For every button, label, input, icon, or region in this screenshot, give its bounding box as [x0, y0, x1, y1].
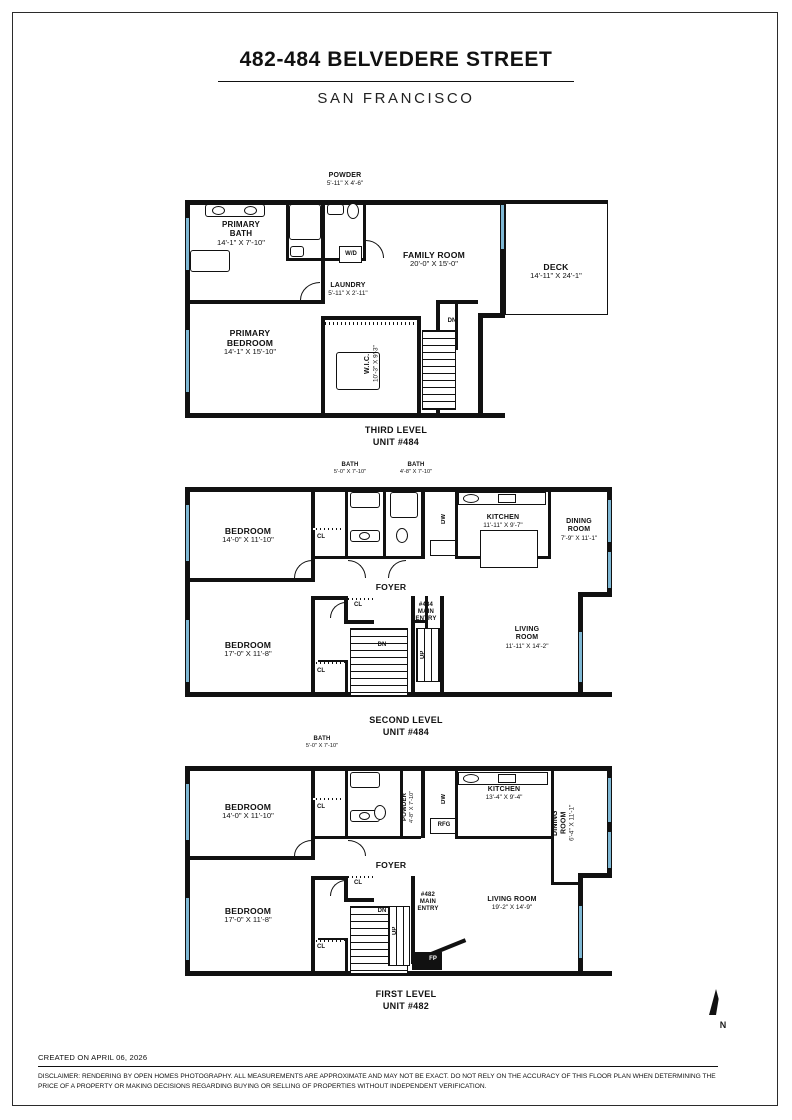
- stairs: [350, 628, 408, 696]
- page-title: 482-484 BELVEDERE STREET: [239, 48, 553, 71]
- room-label-deck: DECK 14'-11" X 24'-1": [530, 262, 582, 281]
- room-label-bedroom-1: BEDROOM 14'-0" X 11'-10": [222, 526, 274, 545]
- room-label-bath-1: BATH 5'-0" X 7'-10": [333, 462, 367, 476]
- door-swing: [294, 560, 312, 578]
- sink-fixture: [359, 532, 370, 540]
- room-label-kitchen: KITCHEN 11'-11" X 9'-7": [483, 514, 523, 530]
- closet-tag: CL: [317, 668, 325, 674]
- door-swing: [348, 560, 366, 578]
- page-subtitle: SAN FRANCISCO: [317, 90, 475, 107]
- window: [186, 898, 189, 960]
- tub-fixture: [350, 492, 380, 508]
- toilet-fixture: [347, 203, 359, 219]
- toilet-fixture: [290, 246, 304, 257]
- fireplace-tag: FP: [429, 956, 437, 962]
- tub-fixture: [190, 250, 230, 272]
- room-label-foyer: FOYER: [375, 582, 407, 592]
- window: [186, 218, 189, 270]
- window: [186, 784, 189, 840]
- room-label-primary-bedroom: PRIMARY BEDROOM 14'-1" X 15'-10": [223, 328, 277, 357]
- door-swing: [388, 560, 406, 578]
- disclaimer-text: DISCLAIMER: RENDERING BY OPEN HOMES PHOTOGRAPHY. ALL MEASUREMENTS ARE APPROXIMATE AND MAY NOT BE EXACT. DO NOT RELY ON THE ACCURACY OF THIS FLOOR PLAN WHEN DETERMINING THE PRICE OF A PROPERTY OR MAKING DECISIONS REGARDING BUYING OR SELLING OF PROPERTIES WITHOUT INDEPENDENT VERIFICATION.: [38, 1072, 716, 1090]
- sink-fixture: [463, 774, 479, 783]
- closet-tag: CL: [317, 534, 325, 540]
- washer-dryer-tag: W/D: [345, 251, 357, 257]
- deck-outline: [505, 203, 608, 315]
- room-label-powder: POWDER 4'-8" X 7'-10": [402, 790, 416, 824]
- dishwasher-tag: DW: [441, 514, 447, 524]
- main-entry-label-482: #482 MAIN ENTRY: [417, 892, 439, 913]
- door-swing: [330, 602, 346, 618]
- down-arrow-label: DN: [377, 642, 387, 648]
- closet-tag: CL: [317, 944, 325, 950]
- closet-tag: CL: [354, 602, 362, 608]
- level-caption-second: SECOND LEVEL UNIT #484: [369, 715, 443, 738]
- window: [579, 632, 582, 682]
- island-fixture: [480, 530, 538, 568]
- refrigerator-tag: RFG: [437, 822, 451, 828]
- door-swing: [330, 880, 346, 896]
- down-arrow-label: DN: [447, 318, 457, 324]
- level-caption-first: FIRST LEVEL UNIT #482: [375, 989, 437, 1012]
- compass-north-label: N: [719, 1020, 727, 1030]
- main-entry-label-484: #484 MAIN ENTRY: [415, 602, 437, 623]
- footer: [38, 1053, 718, 1092]
- room-label-bedroom-2: BEDROOM 17'-0" X 11'-8": [224, 640, 272, 659]
- room-label-family-room: FAMILY ROOM 20'-0" X 15'-0": [403, 250, 465, 269]
- up-arrow-label: UP: [392, 926, 398, 936]
- room-label-laundry: LAUNDRY 5'-11" X 2'-11": [328, 282, 368, 298]
- range-fixture: [498, 494, 516, 503]
- door-swing: [348, 840, 366, 856]
- room-label-kitchen: KITCHEN 13'-4" X 9'-4": [485, 786, 523, 802]
- shower-fixture: [390, 492, 418, 518]
- closet-rod: [325, 322, 417, 325]
- room-label-bath: BATH 5'-0" X 7'-10": [305, 736, 339, 750]
- dishwasher-tag: DW: [441, 794, 447, 804]
- room-label-living-room: LIVING ROOM 11'-11" X 14'-2": [505, 626, 549, 650]
- refrigerator-fixture: [430, 540, 456, 556]
- vanity-fixture: [327, 204, 344, 215]
- closet-tag: CL: [317, 804, 325, 810]
- stairs: [422, 330, 456, 410]
- down-arrow-label: DN: [377, 908, 387, 914]
- window: [608, 832, 611, 868]
- up-arrow-label: UP: [420, 650, 426, 660]
- toilet-fixture: [396, 528, 408, 543]
- range-fixture: [498, 774, 516, 783]
- shower-fixture: [289, 204, 321, 240]
- tub-fixture: [350, 772, 380, 788]
- window: [186, 620, 189, 682]
- window: [501, 205, 504, 249]
- sink-fixture: [212, 206, 225, 215]
- window: [186, 505, 189, 561]
- room-label-bedroom-1: BEDROOM 14'-0" X 11'-10": [222, 802, 274, 821]
- created-date: CREATED ON APRIL 06, 2026: [38, 1052, 148, 1062]
- room-label-primary-bath: PRIMARY BATH 14'-1" X 7'-10": [217, 220, 265, 247]
- toilet-fixture: [374, 805, 386, 820]
- room-label-dining-room: DINING ROOM 7'-9" X 11'-1": [560, 518, 598, 542]
- closet-tag: CL: [354, 880, 362, 886]
- sink-fixture: [463, 494, 479, 503]
- window: [608, 552, 611, 588]
- room-label-wic: W.I.C. 10'-3" X 9'-3": [364, 345, 380, 383]
- room-label-bath-2: BATH 4'-8" X 7'-10": [399, 462, 433, 476]
- sink-fixture: [244, 206, 257, 215]
- compass: [706, 989, 740, 1030]
- room-label-living-room: LIVING ROOM 19'-2" X 14'-9": [487, 896, 537, 912]
- window: [608, 778, 611, 822]
- window: [186, 330, 189, 392]
- sink-fixture: [359, 812, 370, 820]
- room-label-foyer: FOYER: [375, 860, 407, 870]
- footer-divider: [38, 1066, 718, 1067]
- window: [579, 906, 582, 958]
- level-caption-third: THIRD LEVEL UNIT #484: [364, 425, 428, 448]
- room-label-powder: POWDER 5'-11" X 4'-6": [326, 172, 364, 188]
- door-swing: [294, 840, 312, 856]
- room-label-dining-room: DINING ROOM 6'-4" X 11'-1": [552, 804, 576, 842]
- room-label-bedroom-2: BEDROOM 17'-0" X 11'-8": [224, 906, 272, 925]
